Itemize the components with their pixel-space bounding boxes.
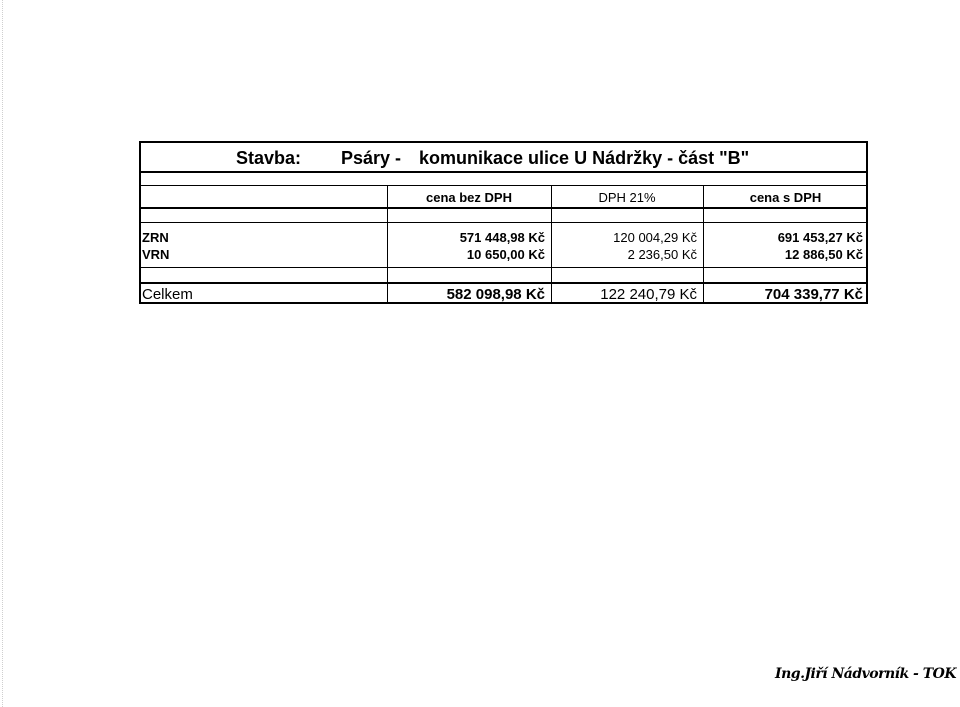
row-zrn-dph: 120 004,29 Kč bbox=[613, 230, 697, 245]
rule-above-spacer bbox=[141, 267, 866, 268]
rule-under-title bbox=[141, 171, 866, 173]
title-row bbox=[141, 143, 866, 173]
author-signature: Ing.Jiří Nádvorník - TOK bbox=[775, 666, 956, 682]
rule-above-rows bbox=[141, 222, 866, 223]
row-vrn-dph: 2 236,50 Kč bbox=[627, 247, 697, 262]
total-bez-dph: 582 098,98 Kč bbox=[446, 286, 545, 303]
rule-under-header bbox=[141, 207, 866, 209]
header-cena-bez-dph: cena bez DPH bbox=[426, 190, 512, 205]
rule-above-header bbox=[141, 185, 866, 186]
row-zrn-s-dph: 691 453,27 Kč bbox=[777, 230, 863, 245]
header-dph: DPH 21% bbox=[598, 190, 656, 205]
row-vrn-name: VRN bbox=[142, 247, 170, 262]
total-dph: 122 240,79 Kč bbox=[600, 286, 697, 303]
row-vrn-bez-dph: 10 650,00 Kč bbox=[466, 247, 545, 262]
cost-summary-table bbox=[139, 141, 868, 304]
rule-above-total bbox=[141, 282, 866, 284]
row-vrn-s-dph: 12 886,50 Kč bbox=[784, 247, 863, 262]
title-description: komunikace ulice U Nádržky - část "B" bbox=[419, 148, 750, 168]
row-zrn-name: ZRN bbox=[142, 230, 169, 245]
row-zrn-bez-dph: 571 448,98 Kč bbox=[459, 230, 545, 245]
title-place: Psáry - bbox=[341, 148, 402, 168]
title-label: Stavba: bbox=[236, 148, 302, 168]
total-s-dph: 704 339,77 Kč bbox=[764, 286, 863, 303]
total-name: Celkem bbox=[142, 286, 193, 303]
header-cena-s-dph: cena s DPH bbox=[749, 190, 822, 205]
page-edge-line bbox=[2, 0, 3, 707]
